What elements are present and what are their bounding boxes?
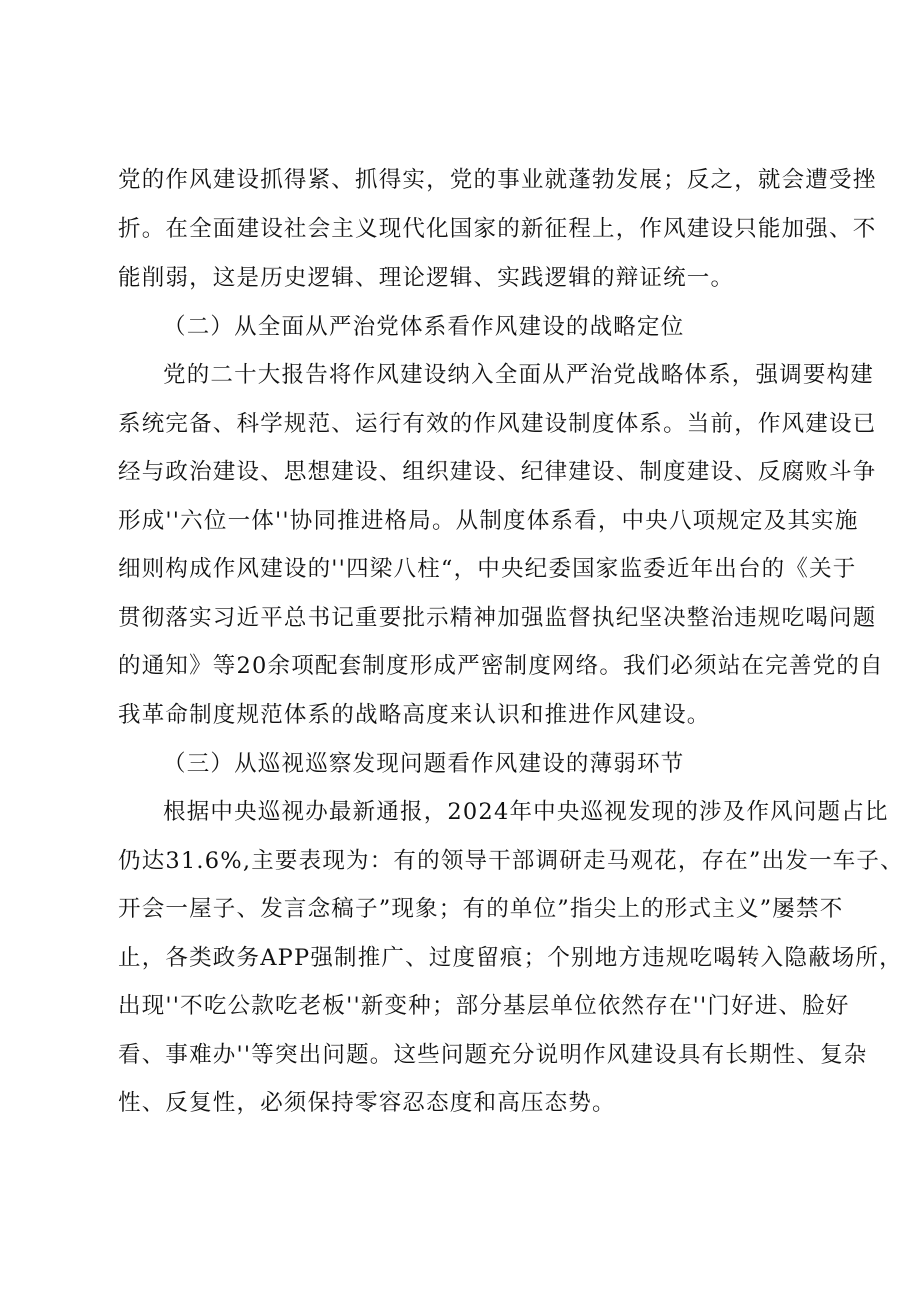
paragraph-line: 党的作风建设抓得紧、抓得实，党的事业就蓬勃发展；反之，就会遭受挫 xyxy=(118,167,877,193)
paragraph-line: 党的二十大报告将作风建设纳入全面从严治党战略体系，强调要构建 xyxy=(163,362,875,388)
paragraph-line: 经与政治建设、思想建设、组织建设、纪律建设、制度建设、反腐败斗争 xyxy=(118,459,877,485)
paragraph-line: 能削弱，这是历史逻辑、理论逻辑、实践逻辑的辩证统一。 xyxy=(118,265,735,291)
paragraph-line: 根据中央巡视办最新通报，2024年中央巡视发现的涉及作风问题占比 xyxy=(163,799,889,825)
section-heading: （三）从巡视巡察发现问题看作风建设的薄弱环节 xyxy=(163,751,685,777)
section-heading: （二）从全面从严治党体系看作风建设的战略定位 xyxy=(163,314,685,340)
paragraph-line: 看、事难办''等突出问题。这些问题充分说明作风建设具有长期性、复杂 xyxy=(118,1042,868,1068)
paragraph-line: 仍达31.6%,主要表现为：有的领导干部调研走马观花，存在”出发一车子、 xyxy=(118,848,904,874)
paragraph-line: 开会一屋子、发言念稿子”现象；有的单位”指尖上的形式主义”屡禁不 xyxy=(118,896,844,922)
paragraph-line: 性、反复性，必须保持零容忍态度和高压态势。 xyxy=(118,1090,616,1116)
paragraph-line: 出现''不吃公款吃老板''新变种；部分基层单位依然存在''门好进、脸好 xyxy=(118,993,850,1019)
paragraph-line: 形成''六位一体''协同推进格局。从制度体系看，中央八项规定及其实施 xyxy=(118,508,859,534)
paragraph-line: 的通知》等20余项配套制度形成严密制度网络。我们必须站在完善党的自 xyxy=(118,653,884,679)
paragraph-line: 细则构成作风建设的''四梁八柱“，中央纪委国家监委近年出台的《关于 xyxy=(118,556,857,582)
paragraph-line: 贯彻落实习近平总书记重要批示精神加强监督执纪坚决整治违规吃喝问题 xyxy=(118,605,877,631)
paragraph-line: 系统完备、科学规范、运行有效的作风建设制度体系。当前，作风建设已 xyxy=(118,411,877,437)
paragraph-line: 我革命制度规范体系的战略高度来认识和推进作风建设。 xyxy=(118,702,711,728)
paragraph-line: 止，各类政务APP强制推广、过度留痕；个别地方违规吃喝转入隐蔽场所， xyxy=(118,945,903,971)
paragraph-line: 折。在全面建设社会主义现代化国家的新征程上，作风建设只能加强、不 xyxy=(118,216,877,242)
